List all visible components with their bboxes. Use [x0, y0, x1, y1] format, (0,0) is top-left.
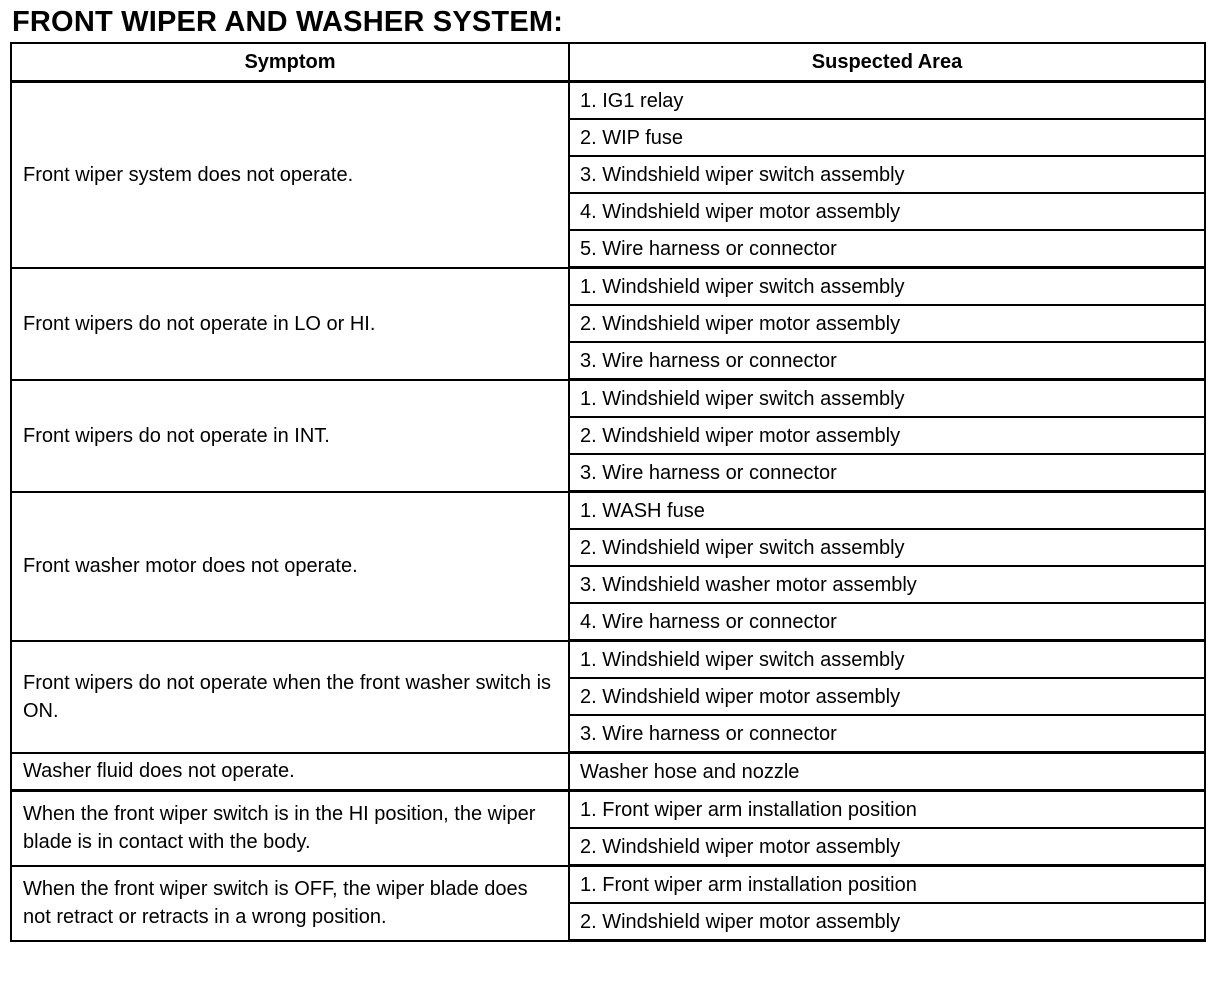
- table-row: [11, 492, 1205, 530]
- symptom-cell: Front wiper system does not operate.: [11, 82, 569, 268]
- suspected-area-cell: 3. Windshield wiper switch assembly: [569, 156, 1205, 193]
- suspected-area-cell: 3. Wire harness or connector: [569, 342, 1205, 380]
- table-row: [11, 82, 1205, 120]
- suspected-area-cell: 4. Wire harness or connector: [569, 603, 1205, 641]
- symptom-cell: Washer fluid does not operate.: [11, 753, 569, 791]
- suspected-area-cell: 3. Wire harness or connector: [569, 454, 1205, 492]
- suspected-area-cell: 2. Windshield wiper switch assembly: [569, 529, 1205, 566]
- symptom-cell: When the front wiper switch is in the HI position, the wiper blade is in contact with the body.: [11, 791, 569, 866]
- suspected-area-cell: 3. Windshield washer motor assembly: [569, 566, 1205, 603]
- suspected-area-cell: 1. Windshield wiper switch assembly: [569, 380, 1205, 418]
- table-row: [11, 753, 1205, 791]
- suspected-area-cell: 1. Windshield wiper switch assembly: [569, 268, 1205, 306]
- suspected-area-cell: 1. Windshield wiper switch assembly: [569, 641, 1205, 679]
- symptom-cell: Front wipers do not operate when the front washer switch is ON.: [11, 641, 569, 753]
- page-title: FRONT WIPER AND WASHER SYSTEM:: [12, 6, 564, 38]
- suspected-area-cell: 2. Windshield wiper motor assembly: [569, 417, 1205, 454]
- suspected-area-cell: 2. Windshield wiper motor assembly: [569, 828, 1205, 866]
- suspected-area-cell: 1. IG1 relay: [569, 82, 1205, 120]
- table-row: [11, 641, 1205, 679]
- problem-symptoms-table: [10, 42, 1206, 942]
- symptom-column-header: Symptom: [11, 43, 569, 82]
- suspected-area-cell: 5. Wire harness or connector: [569, 230, 1205, 268]
- suspected-area-cell: 2. Windshield wiper motor assembly: [569, 305, 1205, 342]
- suspected-area-cell: 1. Front wiper arm installation position: [569, 791, 1205, 829]
- table-row: [11, 380, 1205, 418]
- suspected-area-cell: 2. Windshield wiper motor assembly: [569, 903, 1205, 941]
- symptom-cell: Front wipers do not operate in INT.: [11, 380, 569, 492]
- table-header-row: [11, 43, 1205, 82]
- suspected-area-cell: 2. Windshield wiper motor assembly: [569, 678, 1205, 715]
- suspected-area-column-header: Suspected Area: [569, 43, 1205, 82]
- table-row: [11, 791, 1205, 829]
- symptom-cell: When the front wiper switch is OFF, the wiper blade does not retract or retracts in a wrong position.: [11, 866, 569, 941]
- symptom-cell: Front wipers do not operate in LO or HI.: [11, 268, 569, 380]
- suspected-area-cell: 1. WASH fuse: [569, 492, 1205, 530]
- suspected-area-cell: Washer hose and nozzle: [569, 753, 1205, 791]
- suspected-area-cell: 4. Windshield wiper motor assembly: [569, 193, 1205, 230]
- suspected-area-cell: 1. Front wiper arm installation position: [569, 866, 1205, 904]
- suspected-area-cell: 2. WIP fuse: [569, 119, 1205, 156]
- table-body: [11, 82, 1205, 941]
- symptom-cell: Front washer motor does not operate.: [11, 492, 569, 641]
- table-row: [11, 268, 1205, 306]
- table-row: [11, 866, 1205, 904]
- suspected-area-cell: 3. Wire harness or connector: [569, 715, 1205, 753]
